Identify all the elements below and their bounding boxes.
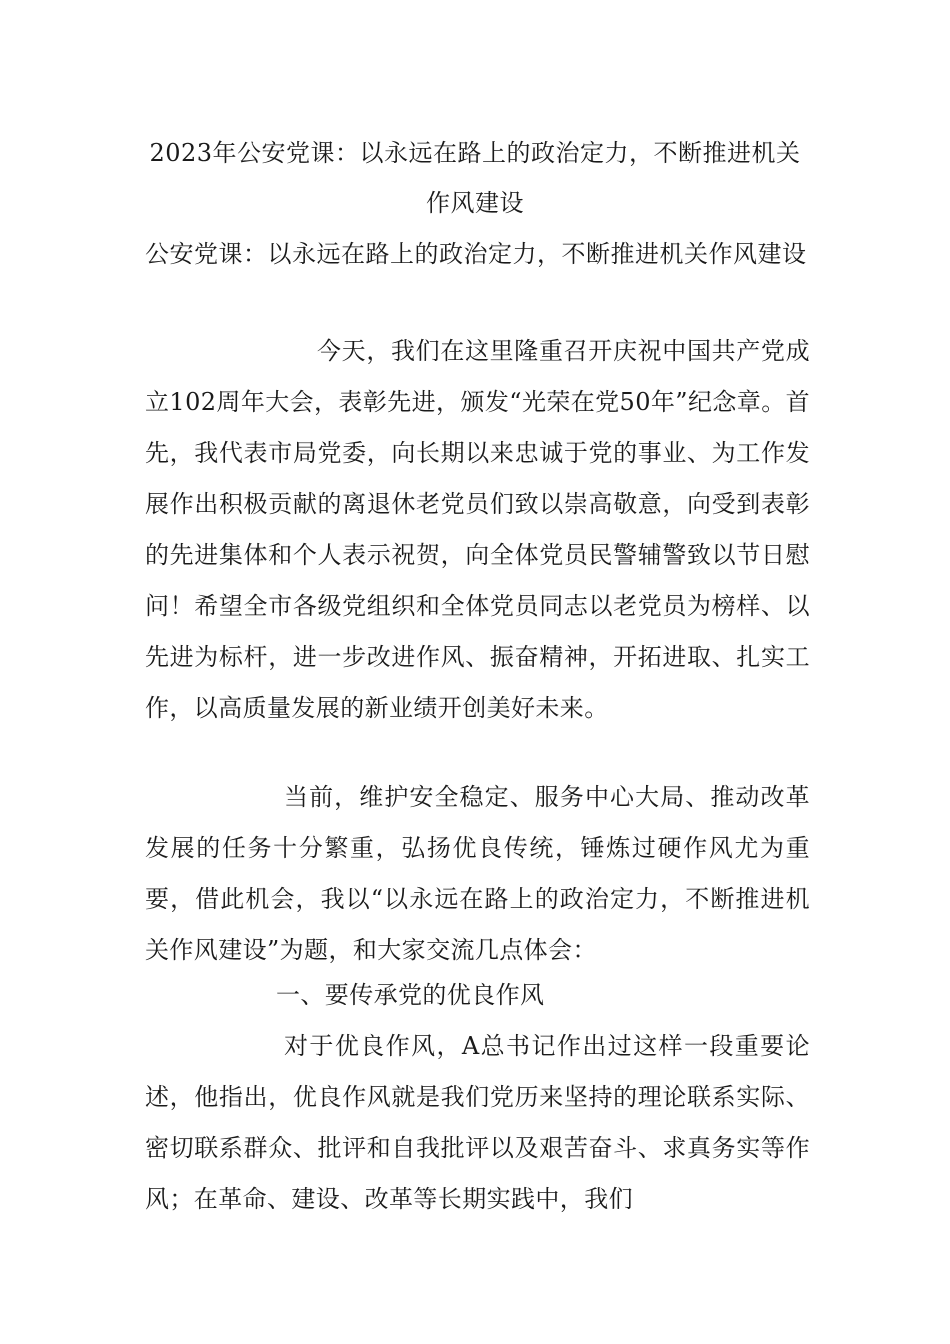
paragraph-context: 当前，维护安全稳定、服务中心大局、推动改革发展的任务十分繁重，弘扬优良传统，锤炼过硬作风尤为重要，借此机会，我以“以永远在路上的政治定力，不断推进机关作风建设”为题，和大家交流几点体会：: [145, 783, 810, 964]
paragraph-opening: 今天，我们在这里隆重召开庆祝中国共产党成立102周年大会，表彰先进，颁发“光荣在党50年”纪念章。首先，我代表市局党委，向长期以来忠诚于党的事业、为工作发展作出积极贡献的离退休老党员们致以崇高敬意，向受到表彰的先进集体和个人表示祝贺，向全体党员民警辅警致以节日慰问！希望全市各级党组织和全体党员同志以老党员为榜样、以先进为标杆，进一步改进作风、振奋精神，开拓进取、扎实工作，以高质量发展的新业绩开创美好未来。: [145, 337, 810, 722]
section-heading: 一、要传承党的优良作风: [276, 981, 545, 1009]
document-subtitle: 公安党课：以永远在路上的政治定力，不断推进机关作风建设: [145, 240, 807, 268]
paragraph-section-one: 对于优良作风，A总书记作出过这样一段重要论述，他指出，优良作风就是我们党历来坚持的理论联系实际、密切联系群众、批评和自我批评以及艰苦奋斗、求真务实等作风；在革命、建设、改革等长期实践中，我们: [145, 1032, 810, 1213]
document-title: 2023年公安党课：以永远在路上的政治定力，不断推进机关作风建设: [149, 139, 801, 217]
